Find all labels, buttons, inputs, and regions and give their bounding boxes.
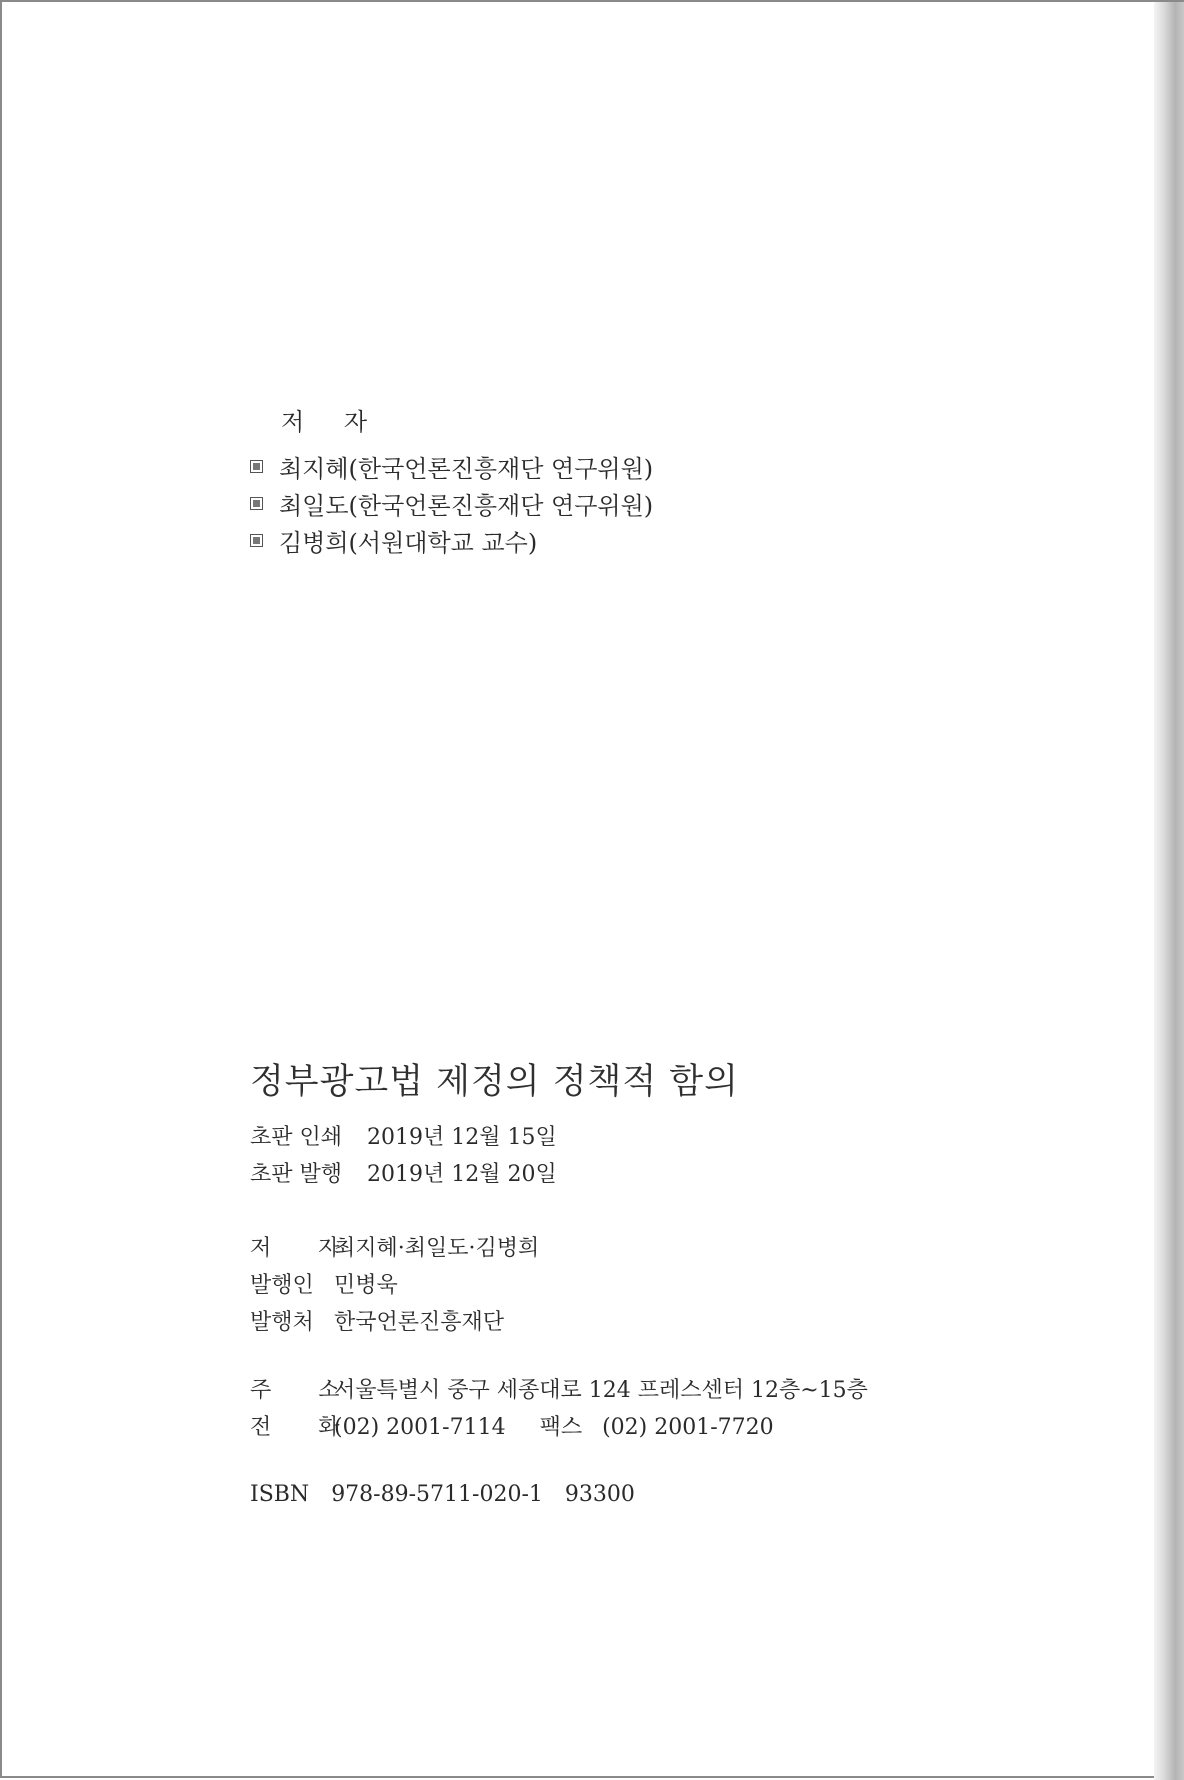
publisher-value: 민병욱 [334,1273,398,1298]
isbn-row [250,1476,868,1513]
isbn-value: 978-89-5711-020-1 [331,1482,543,1507]
author-value: 최지혜·최일도·김병희 [334,1236,540,1261]
fax-label: 팩스 [539,1415,583,1440]
author-item [250,522,653,559]
author-row [250,1230,868,1267]
author-name: 최지혜(한국언론진흥재단 연구위원) [279,455,654,483]
author-item [250,448,653,485]
authors-heading: 저 자 [281,408,383,436]
first-publish-date: 2019년 12월 20일 [367,1162,557,1187]
publisher-row [250,1267,868,1304]
address-row [250,1372,868,1409]
phone-label: 전 화 [250,1415,360,1440]
book-title: 정부광고법 제정의 정책적 함의 [250,1062,739,1102]
press-label: 발행처 [250,1310,314,1335]
colophon [250,1119,868,1513]
fax-value: (02) 2001-7720 [602,1415,774,1440]
page-edge-shadow [1154,2,1184,1780]
isbn-code: 93300 [564,1482,635,1507]
press-row [250,1304,868,1341]
address-value: 서울특별시 중구 세종대로 124 프레스센터 12층~15층 [334,1378,868,1403]
author-name: 김병희(서원대학교 교수) [279,529,538,557]
first-publish-row [250,1156,868,1193]
first-print-label: 초판 인쇄 [250,1125,343,1150]
square-bullet-icon [250,534,263,547]
isbn-label: ISBN [250,1482,310,1507]
address-label: 주 소 [250,1378,360,1403]
square-bullet-icon [250,460,263,473]
press-value: 한국언론진흥재단 [334,1310,505,1335]
first-print-row [250,1119,868,1156]
author-label: 저 자 [250,1236,360,1261]
first-publish-label: 초판 발행 [250,1162,343,1187]
publisher-label: 발행인 [250,1273,314,1298]
square-bullet-icon [250,497,263,510]
author-name: 최일도(한국언론진흥재단 연구위원) [279,492,654,520]
phone-row [250,1409,868,1446]
author-item [250,485,653,522]
phone-value: (02) 2001-7114 [334,1415,506,1440]
first-print-date: 2019년 12월 15일 [367,1125,557,1150]
authors-block [250,406,653,559]
